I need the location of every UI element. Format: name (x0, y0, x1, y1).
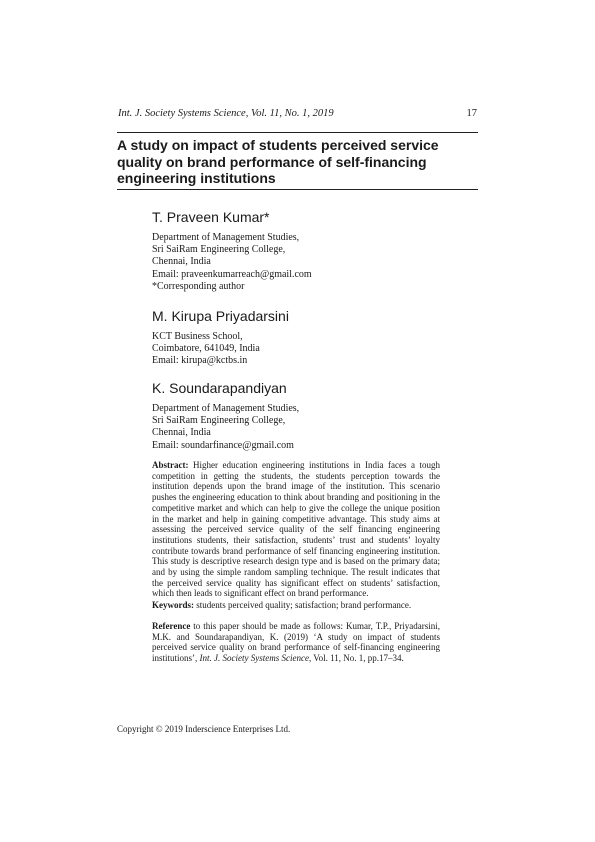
abstract (152, 460, 440, 599)
author-affiliation-line: Department of Management Studies, (152, 403, 300, 414)
author-affiliation-line: Chennai, India (152, 427, 211, 439)
citation-reference (152, 621, 440, 664)
abstract-text: Higher education engineering institutions in India faces a tough competition in getting the students, the students perception towards the institution depends upon the brand image of the institution. This scenario pushes the engineering education to think about branding and positioning in the competitive market and which can help to give the college the unique position in the market and help in gaining competitive advantage. This study aims at assessing the perceived service quality of the self financing engineering institutions students, their satisfaction, students’ trust and students’ loyalty contribute towards brand performance of self financing engineering institution. This study is descriptive research design type and is based on the primary data; and by using the simple random sampling technique. The result indicates that the perceived service quality has significant effect on students’ satisfaction, which then leads to significant effect on brand performance. (152, 460, 441, 599)
reference-volume: , Vol. 11, No. 1, pp.17–34. (308, 653, 404, 664)
title-bottom-rule (117, 189, 478, 190)
reference-label: Reference (152, 621, 191, 631)
author-name: M. Kirupa Priyadarsini (152, 308, 289, 324)
copyright-notice: Copyright © 2019 Inderscience Enterprises Ltd. (117, 724, 291, 734)
author-email: Email: soundarfinance@gmail.com (152, 439, 294, 451)
author-block-2 (152, 308, 472, 368)
author-name: T. Praveen Kumar* (152, 209, 270, 225)
abstract-label: Abstract: (152, 460, 189, 470)
reference-journal: Int. J. Society Systems Science (199, 653, 309, 664)
reference-text: to this paper should be made as follows: Kumar, T.P., Priyadarsini, M.K. and Soundarapandiyan, K. (2019) ‘A study on impact of students perceived service quality on brand performance of self-financing engineering institutions’, (152, 621, 440, 664)
author-name: K. Soundarapandiyan (152, 380, 287, 396)
article-title: A study on impact of students perceived service quality on brand performance of self-financing engineering institutions (117, 137, 439, 186)
author-affiliation-line: Coimbatore, 641049, India (152, 343, 260, 355)
title-top-rule (117, 132, 478, 133)
author-block-1 (152, 209, 472, 293)
author-email: Email: kirupa@kctbs.in (152, 355, 248, 367)
author-email: Email: praveenkumarreach@gmail.com (152, 268, 312, 280)
keywords-label: Keywords: (152, 600, 194, 610)
running-header (118, 108, 477, 122)
keywords (152, 600, 440, 611)
journal-citation: Int. J. Society Systems Science, Vol. 11, No. 1, 2019 (118, 108, 334, 119)
author-affiliation-line: Department of Management Studies, (152, 232, 300, 243)
author-affiliation-line: KCT Business School, (152, 331, 243, 342)
corresponding-author-note: *Corresponding author (152, 280, 245, 292)
author-affiliation-line: Sri SaiRam Engineering College, (152, 415, 286, 427)
keywords-text: students perceived quality; satisfaction; brand performance. (196, 600, 412, 610)
author-affiliation-line: Chennai, India (152, 256, 211, 268)
author-affiliation-line: Sri SaiRam Engineering College, (152, 244, 286, 256)
page-number: 17 (466, 108, 477, 119)
author-block-3 (152, 380, 472, 452)
